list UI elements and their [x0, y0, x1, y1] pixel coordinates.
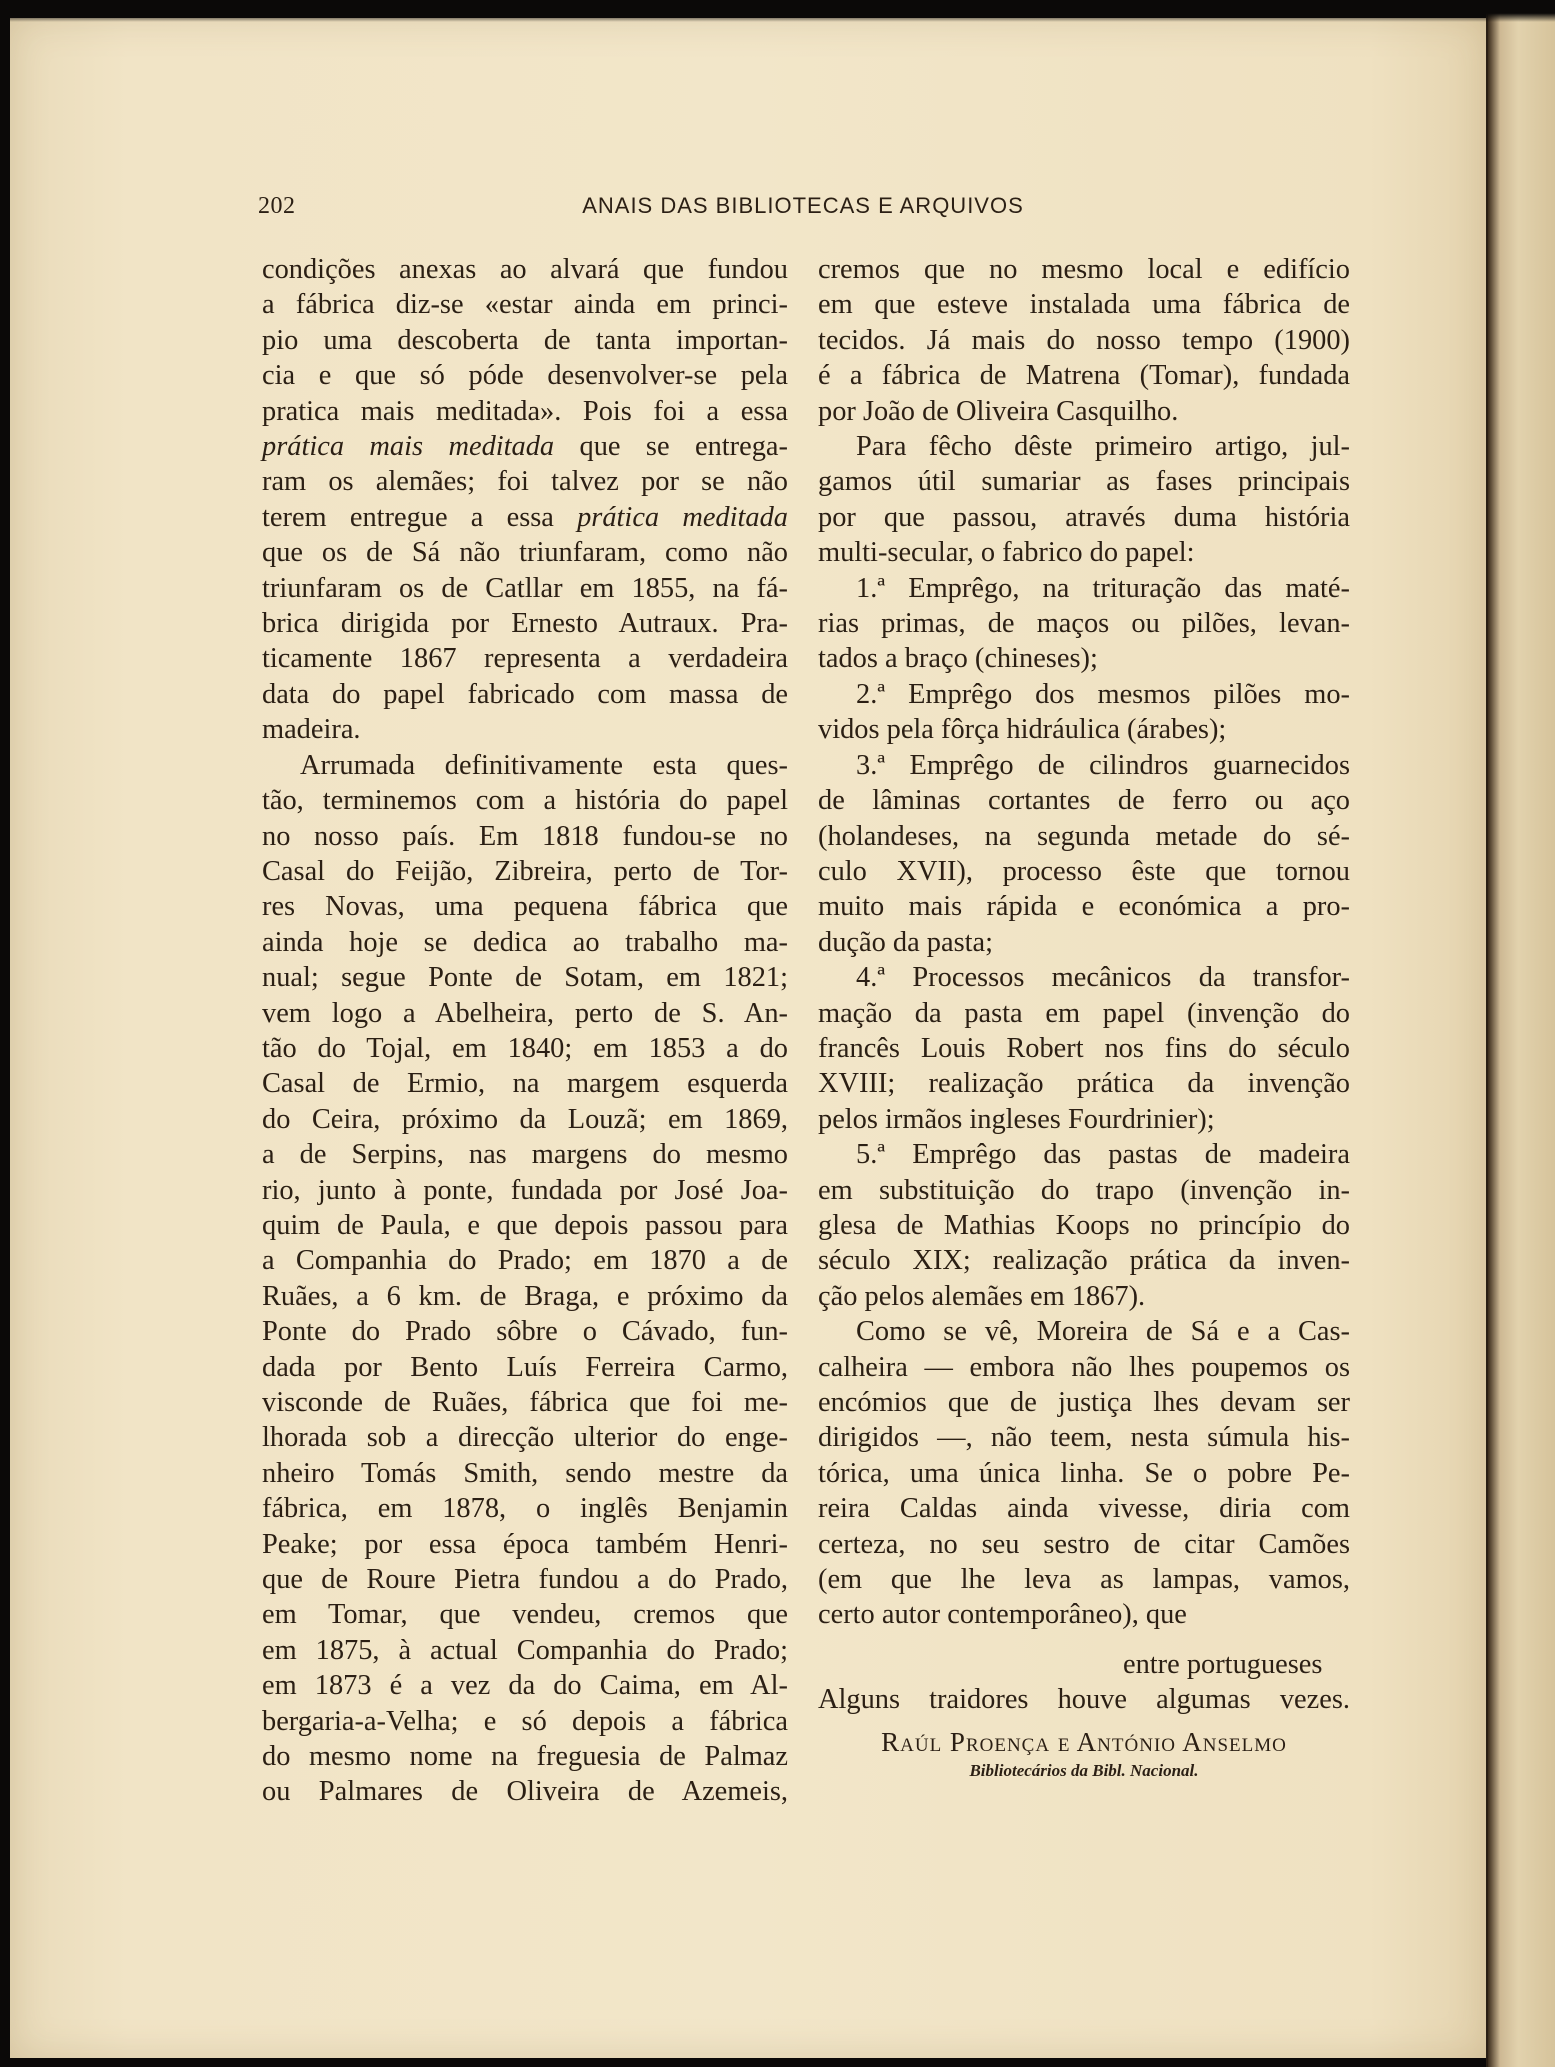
text-line: rio, junto à ponte, fundada por José Joa-	[262, 1174, 788, 1206]
text-line: dução da pasta;	[818, 926, 994, 958]
text-line: muito mais rápida e económica a pro-	[818, 891, 1350, 923]
text-line: vem logo a Abelheira, perto de S. An-	[262, 997, 788, 1029]
text-line: cremos que no mesmo local e edifício	[818, 254, 1350, 285]
text-line: vidos pela fôrça hidráulica (árabes);	[818, 714, 1227, 746]
text-line: em 1875, à actual Companhia do Prado;	[262, 1634, 788, 1666]
text-line: em que esteve instalada uma fábrica de	[818, 289, 1350, 321]
page-header	[258, 193, 1348, 227]
text-line: século XIX; realização prática da inven-	[818, 1245, 1350, 1277]
text-line: pratica mais meditada». Pois foi a essa	[262, 395, 788, 427]
verse-gap	[818, 1633, 1350, 1647]
text-line: Casal de Ermio, na margem esquerda	[262, 1068, 788, 1100]
text-line: data do papel fabricado com massa de	[262, 678, 788, 710]
text-line: ticamente 1867 representa a verdadeira	[262, 643, 788, 675]
text-line: do mesmo nome na freguesia de Palmaz	[262, 1741, 788, 1773]
text-line: culo XVII), processo êste que tornou	[818, 855, 1350, 887]
paragraph-start: Como se vê, Moreira de Sá e a Cas-	[856, 1316, 1350, 1348]
text-line: brica dirigida por Ernesto Autraux. Pra-	[262, 608, 788, 640]
text-line: que de Roure Pietra fundou a do Prado,	[262, 1564, 788, 1596]
text-line: dada por Bento Luís Ferreira Carmo,	[262, 1351, 788, 1383]
page-number: 202	[258, 193, 296, 219]
text-line: triunfaram os de Catllar em 1855, na fá-	[262, 572, 788, 604]
text-line: res Novas, uma pequena fábrica que	[262, 891, 788, 923]
adjacent-page-edge	[1488, 0, 1555, 2067]
text-line: calheira — embora não lhes poupemos os	[818, 1351, 1350, 1383]
text-line: tão, terminemos com a história do papel	[262, 785, 788, 817]
text-line: tados a braço (chineses);	[818, 643, 1098, 675]
right-column	[818, 252, 1350, 1782]
top-scan-edge	[0, 0, 1555, 22]
text-line: mação da pasta em papel (invenção do	[818, 997, 1350, 1029]
text-line: a Companhia do Prado; em 1870 a de	[262, 1245, 788, 1277]
text-line: nual; segue Ponte de Sotam, em 1821;	[262, 962, 788, 994]
text-line: é a fábrica de Matrena (Tomar), fundada	[818, 360, 1350, 392]
text-line: (em que lhe leva as lampas, vamos,	[818, 1564, 1350, 1596]
text-line: certo autor contemporâneo), que	[818, 1599, 1187, 1631]
text-line: encómios que de justiça lhes devam ser	[818, 1387, 1350, 1418]
text-line: nheiro Tomás Smith, sendo mestre da	[262, 1457, 788, 1489]
text-line: ainda hoje se dedica ao trabalho ma-	[262, 926, 788, 958]
author-signature: Raúl Proença e António Anselmo	[881, 1726, 1287, 1757]
text-line: certeza, no seu sestro de citar Camões	[818, 1528, 1350, 1560]
text-line: tecidos. Já mais do nosso tempo (1900)	[818, 324, 1350, 356]
text-line: pio uma descoberta de tanta importan-	[262, 324, 788, 356]
text-line: no nosso país. Em 1818 fundou-se no	[262, 820, 788, 852]
text-line: em 1873 é a vez da do Caima, em Al-	[262, 1670, 788, 1702]
text-line: a fábrica diz-se «estar ainda em princi-	[262, 289, 788, 321]
text-line: pelos irmãos ingleses Fourdrinier);	[818, 1103, 1215, 1135]
text-line: cia e que só póde desenvolver-se pela	[262, 360, 788, 392]
list-item-start: 4.ª Processos mecânicos da transfor-	[856, 962, 1350, 994]
text-line: Peake; por essa época também Henri-	[262, 1528, 788, 1560]
text-line: reira Caldas ainda vivesse, diria com	[818, 1493, 1350, 1525]
text-line: do Ceira, próximo da Louzã; em 1869,	[262, 1103, 788, 1135]
text-line: madeira.	[262, 714, 361, 746]
text-line: por João de Oliveira Casquilho.	[818, 395, 1179, 427]
text-line: em substituição do trapo (invenção in-	[818, 1174, 1350, 1206]
list-item-start: 1.ª Emprêgo, na trituração das maté-	[856, 572, 1350, 604]
list-item-start: 3.ª Emprêgo de cilindros guarnecidos	[856, 749, 1350, 781]
author-affiliation: Bibliotecários da Bibl. Nacional.	[969, 1760, 1199, 1780]
text-line-italic-phrase: terem entregue a essa prática meditada	[262, 501, 788, 533]
text-line: ção pelos alemães em 1867).	[818, 1280, 1146, 1312]
running-head: ANAIS DAS BIBLIOTECAS E ARQUIVOS	[582, 193, 1024, 218]
text-line: ou Palmares de Oliveira de Azemeis,	[262, 1776, 788, 1808]
text-line: condições anexas ao alvará que fundou	[262, 254, 788, 285]
text-line: Ponte do Prado sôbre o Cávado, fun-	[262, 1316, 788, 1348]
text-line: de lâminas cortantes de ferro ou aço	[818, 785, 1350, 817]
text-line: tórica, uma única linha. Se o pobre Pe-	[818, 1457, 1350, 1489]
text-line: lhorada sob a direcção ulterior do enge-	[262, 1422, 788, 1454]
text-line: visconde de Ruães, fábrica que foi me-	[262, 1387, 788, 1418]
text-line: ram os alemães; foi talvez por se não	[262, 466, 788, 498]
text-line: gamos útil sumariar as fases principais	[818, 466, 1350, 498]
text-line: multi-secular, o fabrico do papel:	[818, 537, 1195, 569]
paragraph-start: Arrumada definitivamente esta ques-	[300, 749, 788, 781]
text-line: por que passou, através duma história	[818, 501, 1350, 533]
text-line: quim de Paula, e que depois passou para	[262, 1209, 788, 1241]
text-line: XVIII; realização prática da invenção	[818, 1068, 1350, 1100]
text-line: que os de Sá não triunfaram, como não	[262, 537, 788, 569]
text-line: tão do Tojal, em 1840; em 1853 a do	[262, 1032, 788, 1064]
text-line: a de Serpins, nas margens do mesmo	[262, 1139, 788, 1171]
text-line: dirigidos —, não teem, nesta súmula his-	[818, 1422, 1350, 1454]
verse-line: Alguns traidores houve algumas vezes.	[818, 1684, 1350, 1716]
text-line: em Tomar, que vendeu, cremos que	[262, 1599, 788, 1631]
list-item-start: 2.ª Emprêgo dos mesmos pilões mo-	[856, 678, 1350, 710]
text-line: Casal do Feijão, Zibreira, perto de Tor-	[262, 855, 788, 887]
text-line: glesa de Mathias Koops no princípio do	[818, 1209, 1350, 1241]
text-line: fábrica, em 1878, o inglês Benjamin	[262, 1493, 788, 1525]
text-line: francês Louis Robert nos fins do século	[818, 1032, 1350, 1064]
paragraph-start: Para fêcho dêste primeiro artigo, jul-	[856, 431, 1350, 463]
text-line: rias primas, de maços ou pilões, levan-	[818, 608, 1350, 640]
verse-line: entre portugueses	[1123, 1648, 1323, 1680]
text-line: (holandeses, na segunda metade do sé-	[818, 820, 1350, 852]
text-line: bergaria-a-Velha; e só depois a fábrica	[262, 1705, 788, 1737]
list-item-start: 5.ª Emprêgo das pastas de madeira	[856, 1139, 1350, 1171]
text-line: Ruães, a 6 km. de Braga, e próximo da	[262, 1280, 788, 1312]
left-column	[262, 252, 788, 1810]
text-line-italic-phrase: prática mais meditada que se entrega-	[262, 431, 788, 463]
